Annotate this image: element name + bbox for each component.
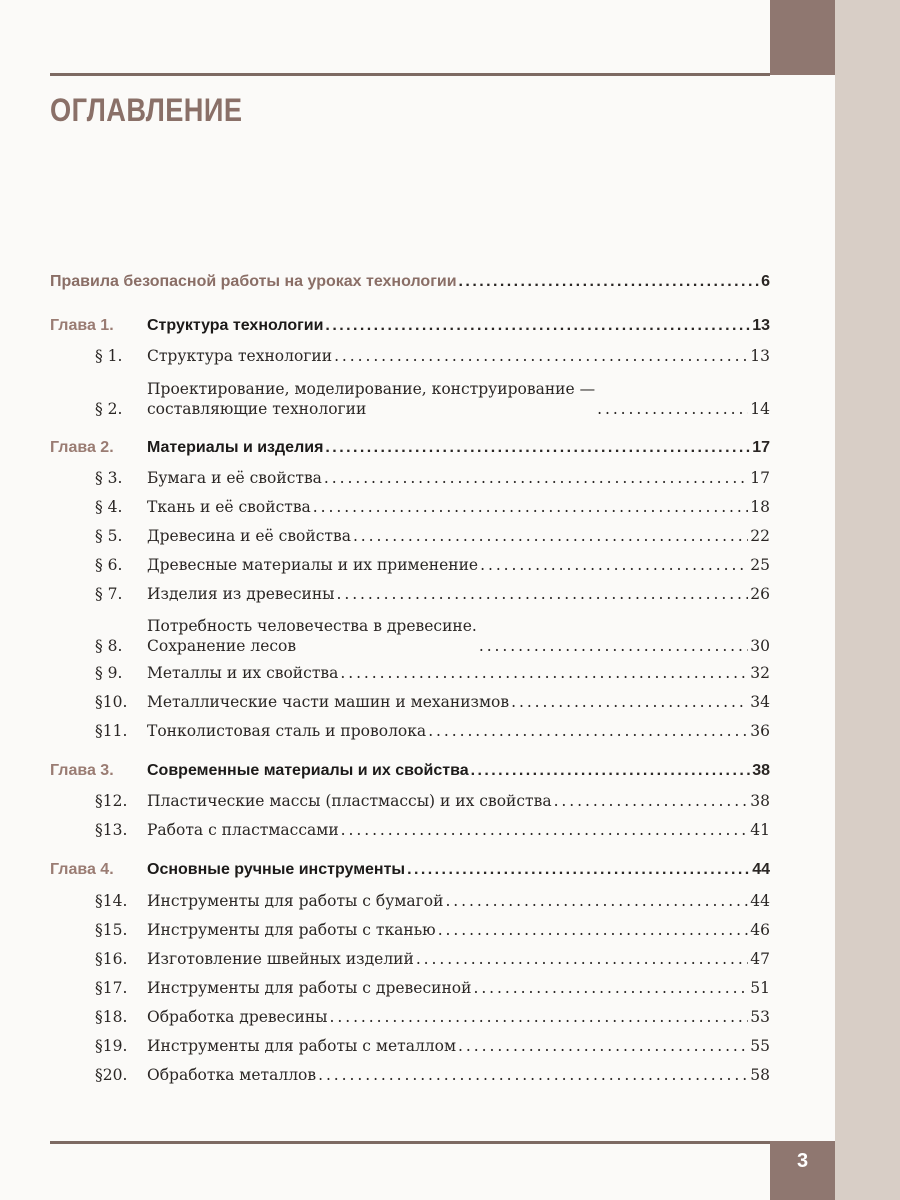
entry-page: 55 — [750, 1037, 770, 1055]
entry-number: §20. — [95, 1066, 128, 1084]
dot-leader — [438, 920, 749, 940]
entry-number: §13. — [95, 821, 128, 839]
dot-leader — [325, 438, 750, 458]
entry-title: Бумага и её свойства — [147, 469, 322, 487]
dot-leader — [471, 761, 751, 781]
dot-leader — [330, 1007, 749, 1027]
entry-title: Тонколистовая сталь и проволока — [147, 722, 427, 740]
entry-page: 53 — [750, 1008, 770, 1026]
toc-chapter-row — [50, 860, 770, 880]
entry-title: Потребность человечества в древесине. Сохранение лесов — [147, 617, 477, 655]
entry-number: § 5. — [95, 527, 123, 545]
entry-title: Изготовление швейных изделий — [147, 950, 414, 968]
dot-leader — [318, 1065, 748, 1085]
toc-section-row — [50, 820, 770, 840]
toc-section-row — [50, 891, 770, 911]
toc-rules-row — [50, 272, 770, 292]
entry-page: 17 — [750, 469, 770, 487]
entry-title: Работа с пластмассами — [147, 821, 339, 839]
entry-page: 41 — [750, 821, 770, 839]
entry-title: Правила безопасной работы на уроках технологии — [50, 273, 457, 290]
entry-number: §10. — [95, 693, 128, 711]
entry-page: 6 — [761, 273, 770, 290]
entry-number: §12. — [95, 792, 128, 810]
dot-leader — [407, 860, 750, 880]
entry-title: Обработка древесины — [147, 1008, 328, 1026]
entry-page: 32 — [750, 664, 770, 682]
toc-section-row — [50, 663, 770, 683]
entry-number: § 9. — [95, 664, 123, 682]
dot-leader — [324, 468, 748, 488]
entry-number: § 2. — [95, 400, 123, 418]
entry-title: Инструменты для работы с бумагой — [147, 892, 444, 910]
entry-title: Инструменты для работы с металлом — [147, 1037, 457, 1055]
dot-leader — [597, 399, 748, 419]
entry-page: 58 — [750, 1066, 770, 1084]
toc-section-row — [50, 616, 770, 656]
dot-leader — [334, 346, 748, 366]
entry-title: Пластические массы (пластмассы) и их свойства — [147, 792, 552, 810]
entry-title: Инструменты для работы с тканью — [147, 921, 436, 939]
dot-leader — [554, 791, 749, 811]
entry-number: § 7. — [95, 585, 123, 603]
toc-chapter-row — [50, 316, 770, 336]
toc-section-row — [50, 526, 770, 546]
entry-title: Структура технологии — [147, 347, 333, 365]
toc-section-row — [50, 468, 770, 488]
toc-section-row — [50, 584, 770, 604]
dot-leader — [459, 272, 760, 292]
dot-leader — [353, 526, 748, 546]
page-number: 3 — [770, 1141, 835, 1200]
dot-leader — [340, 663, 748, 683]
entry-number: §11. — [95, 722, 128, 740]
entry-number: §16. — [95, 950, 128, 968]
entry-title: Проектирование, моделирование, конструирование — составляющие технологии — [147, 380, 596, 418]
toc-chapter-row — [50, 438, 770, 458]
entry-title: Структура технологии — [147, 317, 324, 334]
entry-title: Обработка металлов — [147, 1066, 317, 1084]
toc-section-row — [50, 346, 770, 366]
dot-leader — [458, 1036, 748, 1056]
dot-leader — [479, 636, 748, 656]
entry-number: §18. — [95, 1008, 128, 1026]
dot-leader — [416, 949, 748, 969]
entry-title: Древесные материалы и их применение — [147, 556, 479, 574]
entry-page: 13 — [752, 317, 770, 334]
entry-number: §19. — [95, 1037, 128, 1055]
toc-section-row — [50, 497, 770, 517]
entry-page: 36 — [750, 722, 770, 740]
toc-section-row — [50, 791, 770, 811]
entry-page: 38 — [750, 792, 770, 810]
entry-page: 25 — [750, 556, 770, 574]
entry-number: §14. — [95, 892, 128, 910]
dot-leader — [313, 497, 748, 517]
entry-page: 44 — [752, 861, 770, 878]
entry-number: § 8. — [95, 637, 123, 655]
page-edge-strip — [835, 0, 900, 1200]
entry-page: 26 — [750, 585, 770, 603]
entry-number: § 4. — [95, 498, 123, 516]
toc-section-row — [50, 692, 770, 712]
entry-number: § 6. — [95, 556, 123, 574]
entry-title: Металлические части машин и механизмов — [147, 693, 510, 711]
entry-number: §15. — [95, 921, 128, 939]
entry-number: § 1. — [95, 347, 123, 365]
entry-title: Изделия из древесины — [147, 585, 335, 603]
entry-title: Древесина и её свойства — [147, 527, 351, 545]
toc-chapter-row — [50, 761, 770, 781]
toc-section-row — [50, 379, 770, 419]
entry-page: 51 — [750, 979, 770, 997]
entry-title: Инструменты для работы с древесиной — [147, 979, 472, 997]
entry-title: Основные ручные инструменты — [147, 861, 406, 878]
entry-page: 18 — [750, 498, 770, 516]
toc-section-row — [50, 920, 770, 940]
entry-number: Глава 2. — [50, 439, 114, 456]
dot-leader — [473, 978, 748, 998]
entry-title: Металлы и их свойства — [147, 664, 339, 682]
page-title: ОГЛАВЛЕНИЕ — [50, 92, 243, 128]
top-rule — [50, 73, 770, 76]
entry-number: Глава 1. — [50, 317, 114, 334]
toc-section-row — [50, 978, 770, 998]
dot-leader — [445, 891, 748, 911]
entry-title: Современные материалы и их свойства — [147, 762, 469, 779]
entry-number: §17. — [95, 979, 128, 997]
entry-page: 30 — [750, 637, 770, 655]
entry-number: Глава 3. — [50, 762, 114, 779]
entry-title: Материалы и изделия — [147, 439, 324, 456]
entry-page: 17 — [752, 439, 770, 456]
entry-number: § 3. — [95, 469, 123, 487]
toc-section-row — [50, 721, 770, 741]
bottom-rule — [50, 1141, 770, 1144]
entry-page: 34 — [750, 693, 770, 711]
entry-number: Глава 4. — [50, 861, 114, 878]
dot-leader — [341, 820, 749, 840]
entry-page: 13 — [750, 347, 770, 365]
entry-page: 44 — [750, 892, 770, 910]
dot-leader — [337, 584, 749, 604]
dot-leader — [428, 721, 748, 741]
toc-section-row — [50, 1007, 770, 1027]
dot-leader — [511, 692, 748, 712]
toc-section-row — [50, 1065, 770, 1085]
entry-title: Ткань и её свойства — [147, 498, 311, 516]
entry-page: 46 — [750, 921, 770, 939]
entry-page: 22 — [750, 527, 770, 545]
toc-section-row — [50, 949, 770, 969]
toc-section-row — [50, 1036, 770, 1056]
dot-leader — [480, 555, 748, 575]
entry-page: 38 — [752, 762, 770, 779]
entry-page: 14 — [750, 400, 770, 418]
entry-page: 47 — [750, 950, 770, 968]
dot-leader — [325, 316, 750, 336]
toc-section-row — [50, 555, 770, 575]
header-tab — [770, 0, 835, 75]
